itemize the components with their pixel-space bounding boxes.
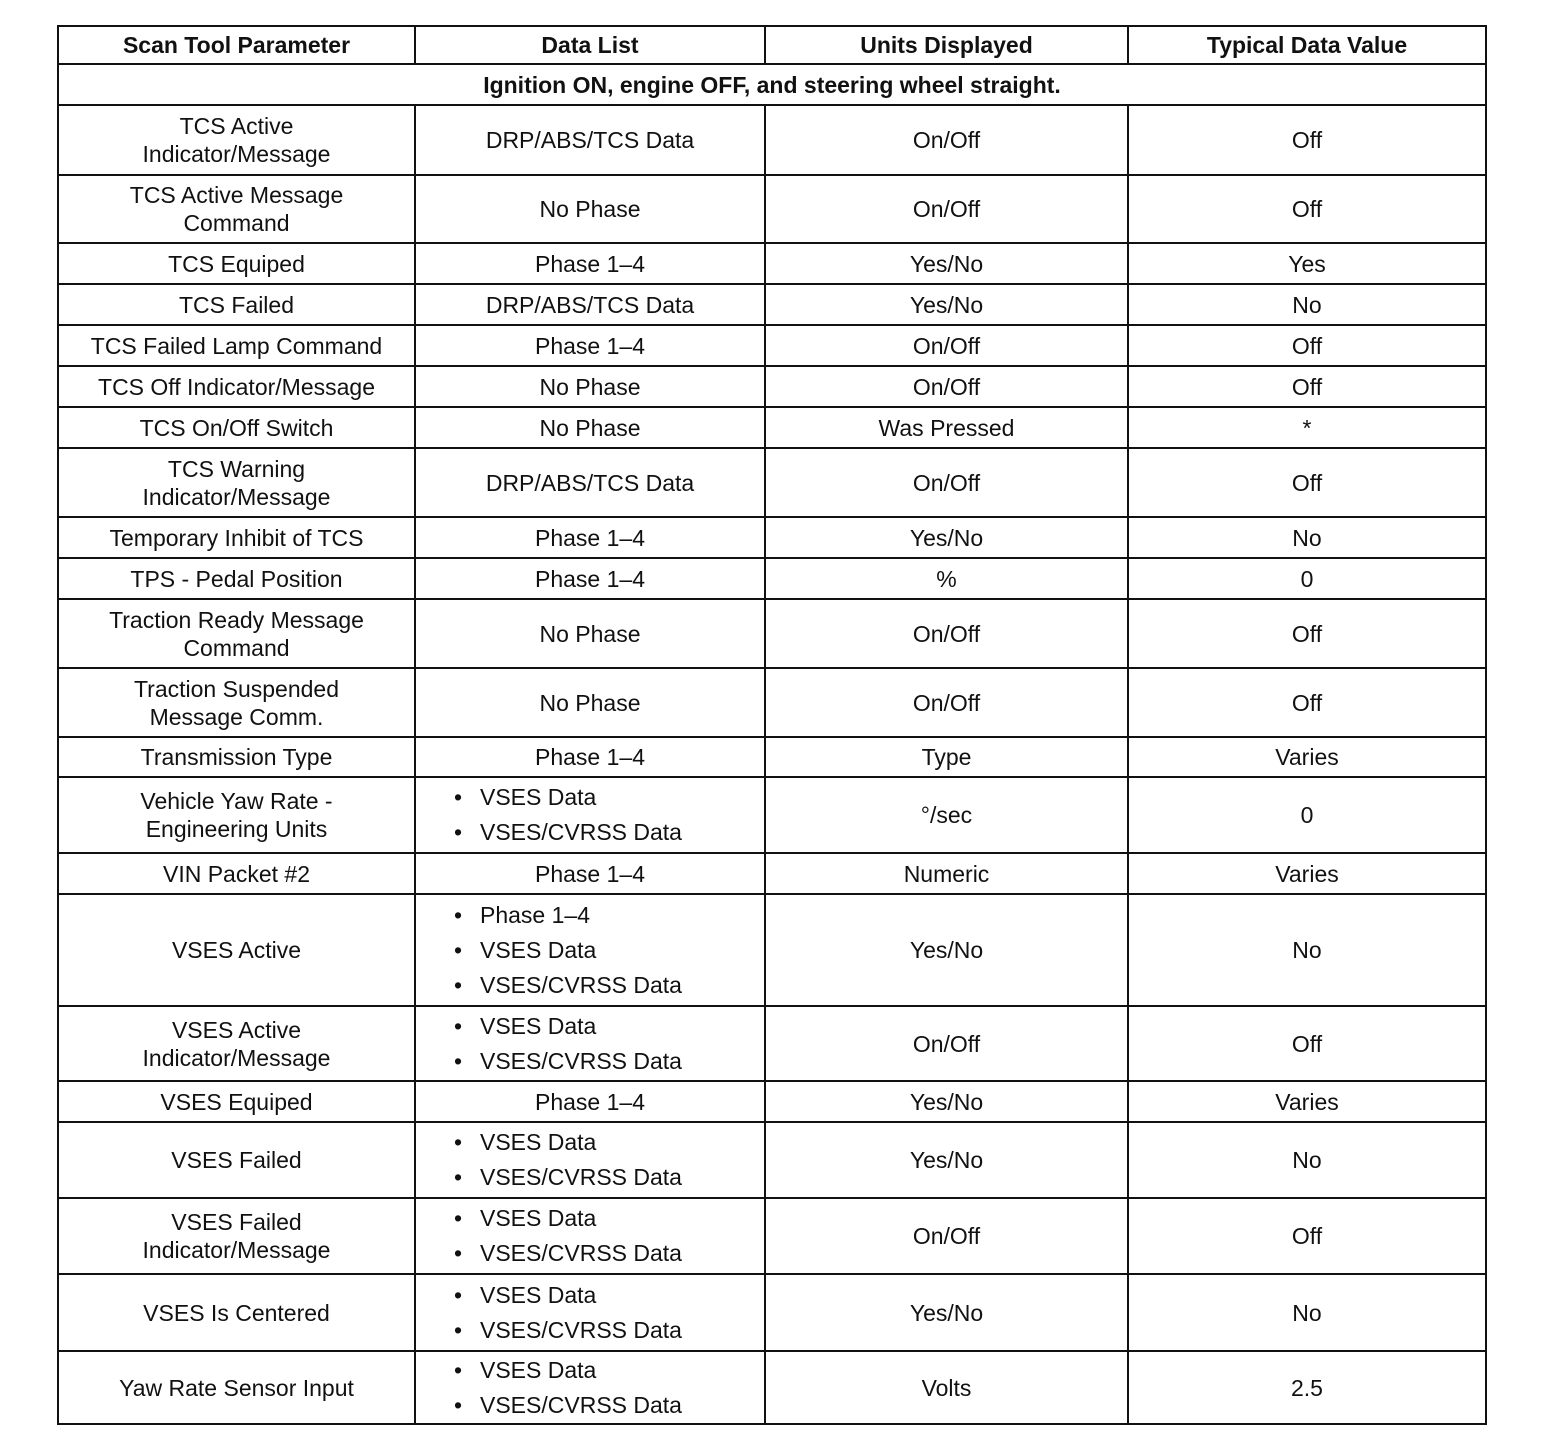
cell-units-displayed: Type — [765, 737, 1128, 777]
cell-typical-data-value: 0 — [1128, 777, 1486, 853]
cell-data-list — [415, 243, 765, 284]
table-row — [58, 366, 1486, 407]
parameter-line: Engineering Units — [145, 816, 328, 842]
scan-tool-data-sheet — [57, 25, 1487, 1425]
data-list-bullets — [422, 1009, 758, 1079]
cell-typical-data-value: No — [1128, 1274, 1486, 1351]
data-list-line: No Phase — [539, 689, 641, 716]
table-row — [58, 105, 1486, 175]
parameter-line: Command — [183, 634, 290, 661]
cell-typical-data-value: Off — [1128, 599, 1486, 668]
table-row — [58, 558, 1486, 599]
condition-text: Ignition ON, engine OFF, and steering wheel straight. — [58, 64, 1486, 105]
data-list-line: Phase 1–4 — [535, 1088, 645, 1115]
cell-scan-tool-parameter — [58, 325, 415, 366]
data-list-item: • VSES Data — [452, 1353, 758, 1388]
cell-scan-tool-parameter — [58, 853, 415, 894]
parameter-line: Message Comm. — [149, 703, 324, 730]
parameter-line: Traction Ready Message — [109, 606, 364, 633]
cell-units-displayed: On/Off — [765, 599, 1128, 668]
parameter-line: Vehicle Yaw Rate - — [140, 788, 333, 814]
cell-units-displayed: Numeric — [765, 853, 1128, 894]
data-list-bullets — [422, 1125, 758, 1195]
parameter-line: VSES Failed — [171, 1147, 302, 1173]
cell-scan-tool-parameter — [58, 737, 415, 777]
data-list-item: • Phase 1–4 — [452, 898, 758, 933]
data-list-line: Phase 1–4 — [535, 860, 645, 887]
cell-units-displayed: Was Pressed — [765, 407, 1128, 448]
cell-units-displayed: On/Off — [765, 448, 1128, 517]
parameter-line: Yaw Rate Sensor Input — [119, 1374, 354, 1401]
cell-scan-tool-parameter — [58, 448, 415, 517]
cell-data-list — [415, 517, 765, 558]
data-list-line: DRP/ABS/TCS Data — [485, 291, 695, 318]
cell-data-list — [415, 105, 765, 175]
cell-data-list — [415, 558, 765, 599]
cell-data-list — [415, 1274, 765, 1351]
cell-units-displayed: On/Off — [765, 1198, 1128, 1274]
parameter-line: TCS Active Message — [129, 182, 344, 208]
header-units-displayed: Units Displayed — [765, 26, 1128, 64]
cell-typical-data-value: Off — [1128, 105, 1486, 175]
data-list-item: • VSES Data — [452, 1201, 758, 1236]
parameter-line: VSES Active — [171, 937, 302, 963]
data-list-item: • VSES/CVRSS Data — [452, 1313, 758, 1348]
cell-data-list — [415, 894, 765, 1006]
cell-scan-tool-parameter — [58, 558, 415, 599]
cell-scan-tool-parameter — [58, 777, 415, 853]
parameter-line: TCS Active — [179, 113, 294, 139]
table-row — [58, 737, 1486, 777]
parameter-line: VSES Failed — [171, 1209, 302, 1235]
data-list-bullets — [422, 1201, 758, 1271]
cell-units-displayed: Yes/No — [765, 894, 1128, 1006]
cell-units-displayed: On/Off — [765, 1006, 1128, 1081]
data-list-line: No Phase — [539, 373, 641, 400]
cell-scan-tool-parameter — [58, 105, 415, 175]
cell-scan-tool-parameter — [58, 243, 415, 284]
cell-units-displayed: % — [765, 558, 1128, 599]
cell-units-displayed: On/Off — [765, 175, 1128, 243]
cell-data-list — [415, 777, 765, 853]
data-list-item: • VSES Data — [452, 1125, 758, 1160]
cell-units-displayed: On/Off — [765, 668, 1128, 737]
table-row — [58, 1351, 1486, 1424]
cell-units-displayed: Volts — [765, 1351, 1128, 1424]
data-list-item: • VSES Data — [452, 1278, 758, 1313]
data-list-bullets — [422, 1278, 758, 1348]
data-list-bullets — [422, 1353, 758, 1423]
table-row — [58, 325, 1486, 366]
data-list-line: Phase 1–4 — [535, 524, 645, 551]
cell-typical-data-value: No — [1128, 1122, 1486, 1198]
cell-data-list — [415, 325, 765, 366]
data-list-item: • VSES/CVRSS Data — [452, 1236, 758, 1271]
table-row — [58, 599, 1486, 668]
table-row — [58, 1122, 1486, 1198]
cell-typical-data-value: Off — [1128, 668, 1486, 737]
cell-data-list — [415, 448, 765, 517]
cell-scan-tool-parameter — [58, 1122, 415, 1198]
parameter-line: Transmission Type — [140, 744, 333, 770]
table-row — [58, 1006, 1486, 1081]
cell-units-displayed: On/Off — [765, 366, 1128, 407]
parameter-line: TCS On/Off Switch — [139, 414, 334, 441]
data-list-item: • VSES/CVRSS Data — [452, 1388, 758, 1423]
header-data-list: Data List — [415, 26, 765, 64]
cell-scan-tool-parameter — [58, 284, 415, 325]
table-row — [58, 1198, 1486, 1274]
cell-scan-tool-parameter — [58, 1274, 415, 1351]
data-list-item: • VSES/CVRSS Data — [452, 968, 758, 1003]
table-row — [58, 407, 1486, 448]
cell-scan-tool-parameter — [58, 175, 415, 243]
parameter-line: Indicator/Message — [142, 1237, 331, 1263]
parameter-line: VSES Active — [171, 1016, 302, 1043]
cell-data-list — [415, 1006, 765, 1081]
cell-scan-tool-parameter — [58, 1081, 415, 1122]
cell-units-displayed: Yes/No — [765, 517, 1128, 558]
cell-scan-tool-parameter — [58, 517, 415, 558]
parameter-line: Traction Suspended — [133, 675, 339, 702]
cell-units-displayed: Yes/No — [765, 1081, 1128, 1122]
parameter-line: VIN Packet #2 — [162, 860, 311, 887]
cell-scan-tool-parameter — [58, 366, 415, 407]
cell-typical-data-value: No — [1128, 894, 1486, 1006]
cell-units-displayed: Yes/No — [765, 243, 1128, 284]
data-list-bullets — [422, 898, 758, 1003]
cell-typical-data-value: No — [1128, 284, 1486, 325]
data-list-item: • VSES Data — [452, 1009, 758, 1044]
table-row — [58, 517, 1486, 558]
cell-data-list — [415, 853, 765, 894]
cell-typical-data-value: No — [1128, 517, 1486, 558]
data-list-item: • VSES/CVRSS Data — [452, 1044, 758, 1079]
cell-scan-tool-parameter — [58, 407, 415, 448]
cell-typical-data-value: Off — [1128, 325, 1486, 366]
cell-typical-data-value: Varies — [1128, 853, 1486, 894]
header-scan-tool-parameter: Scan Tool Parameter — [58, 26, 415, 64]
data-list-item: • VSES Data — [452, 933, 758, 968]
cell-scan-tool-parameter — [58, 1006, 415, 1081]
table-row — [58, 853, 1486, 894]
cell-data-list — [415, 175, 765, 243]
cell-data-list — [415, 284, 765, 325]
cell-data-list — [415, 407, 765, 448]
data-list-line: Phase 1–4 — [535, 332, 645, 359]
scan-tool-data-table — [57, 25, 1487, 1425]
parameter-line: Temporary Inhibit of TCS — [109, 524, 364, 551]
header-row — [58, 26, 1486, 64]
parameter-line: TCS Equiped — [168, 250, 305, 277]
table-row — [58, 243, 1486, 284]
cell-data-list — [415, 366, 765, 407]
table-row — [58, 284, 1486, 325]
table-row — [58, 175, 1486, 243]
cell-data-list — [415, 1081, 765, 1122]
table-row — [58, 1081, 1486, 1122]
parameter-line: Indicator/Message — [142, 1044, 331, 1071]
cell-typical-data-value: 2.5 — [1128, 1351, 1486, 1424]
parameter-line: VSES Is Centered — [143, 1299, 330, 1326]
cell-units-displayed: Yes/No — [765, 1274, 1128, 1351]
cell-scan-tool-parameter — [58, 1198, 415, 1274]
cell-typical-data-value: Off — [1128, 175, 1486, 243]
cell-data-list — [415, 668, 765, 737]
data-list-line: Phase 1–4 — [535, 744, 645, 770]
cell-data-list — [415, 1122, 765, 1198]
parameter-line: Command — [183, 210, 290, 236]
cell-data-list — [415, 1351, 765, 1424]
cell-units-displayed: Yes/No — [765, 1122, 1128, 1198]
cell-scan-tool-parameter — [58, 668, 415, 737]
parameter-line: TCS Off Indicator/Message — [98, 373, 375, 400]
table-row — [58, 1274, 1486, 1351]
parameter-line: TCS Warning — [167, 455, 306, 482]
cell-typical-data-value: Off — [1128, 366, 1486, 407]
cell-scan-tool-parameter — [58, 599, 415, 668]
cell-typical-data-value: 0 — [1128, 558, 1486, 599]
parameter-line: VSES Equiped — [160, 1088, 313, 1115]
cell-typical-data-value: Yes — [1128, 243, 1486, 284]
table-row — [58, 777, 1486, 853]
parameter-line: Indicator/Message — [142, 141, 331, 167]
table-row — [58, 894, 1486, 1006]
parameter-line: TPS - Pedal Position — [130, 565, 343, 592]
table-row — [58, 668, 1486, 737]
data-list-line: No Phase — [539, 620, 641, 647]
data-list-line: DRP/ABS/TCS Data — [485, 127, 695, 153]
cell-typical-data-value: Off — [1128, 448, 1486, 517]
header-typical-data-value: Typical Data Value — [1128, 26, 1486, 64]
data-list-line: Phase 1–4 — [535, 565, 645, 592]
cell-typical-data-value: Varies — [1128, 737, 1486, 777]
parameter-line: TCS Failed Lamp Command — [90, 332, 383, 359]
table-row — [58, 448, 1486, 517]
cell-typical-data-value: Varies — [1128, 1081, 1486, 1122]
cell-typical-data-value: * — [1128, 407, 1486, 448]
cell-typical-data-value: Off — [1128, 1198, 1486, 1274]
cell-data-list — [415, 1198, 765, 1274]
data-list-item: • VSES/CVRSS Data — [452, 1160, 758, 1195]
cell-units-displayed: On/Off — [765, 105, 1128, 175]
condition-row — [58, 64, 1486, 105]
cell-scan-tool-parameter — [58, 1351, 415, 1424]
cell-units-displayed: °/sec — [765, 777, 1128, 853]
data-list-item: • VSES/CVRSS Data — [452, 815, 758, 850]
data-list-line: DRP/ABS/TCS Data — [485, 469, 695, 496]
cell-units-displayed: On/Off — [765, 325, 1128, 366]
parameter-line: TCS Failed — [178, 291, 295, 318]
cell-data-list — [415, 599, 765, 668]
cell-scan-tool-parameter — [58, 894, 415, 1006]
cell-typical-data-value: Off — [1128, 1006, 1486, 1081]
cell-data-list — [415, 737, 765, 777]
data-list-line: No Phase — [539, 414, 641, 441]
table-body — [58, 64, 1486, 1424]
data-list-item: • VSES Data — [452, 780, 758, 815]
cell-units-displayed: Yes/No — [765, 284, 1128, 325]
data-list-line: No Phase — [539, 196, 641, 222]
parameter-line: Indicator/Message — [142, 483, 331, 510]
data-list-line: Phase 1–4 — [535, 250, 645, 277]
data-list-bullets — [422, 780, 758, 850]
